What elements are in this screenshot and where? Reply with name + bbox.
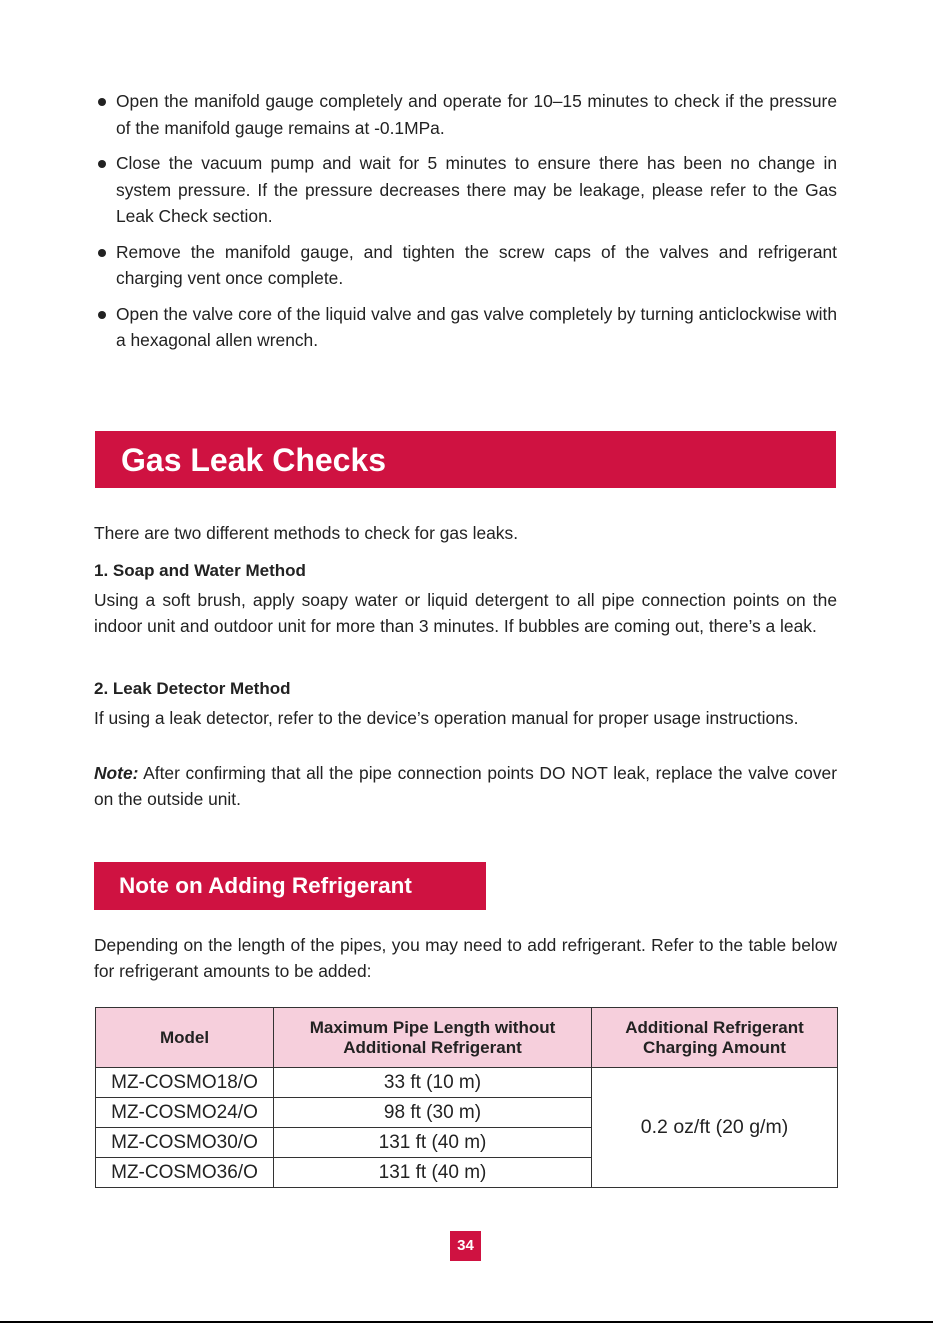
bullet-text: Remove the manifold gauge, and tighten the screw caps of the valves and refrigerant charging vent once complete. [116, 241, 837, 288]
bullet-text: Open the manifold gauge completely and operate for 10–15 minutes to check if the pressure of the manifold gauge remains at -0.1MPa. [116, 91, 837, 138]
refrigerant-table [95, 1007, 838, 1188]
bullet-item [94, 88, 837, 141]
section-title: Note on Adding Refrigerant [119, 873, 412, 898]
table-header-row [96, 1008, 838, 1068]
header-charging-amount: Additional Refrigerant Charging Amount [592, 1008, 838, 1068]
bullet-item [94, 239, 837, 292]
bullet-text: Open the valve core of the liquid valve and gas valve completely by turning anticlockwise with a hexagonal allen wrench. [116, 303, 837, 350]
method2-heading: 2. Leak Detector Method [94, 679, 291, 698]
table-row [96, 1068, 838, 1098]
note-paragraph [94, 761, 837, 812]
model-cell: MZ-COSMO24/O [96, 1098, 274, 1128]
bottom-divider [0, 1321, 933, 1323]
note-text: After confirming that all the pipe connection points DO NOT leak, replace the valve cover on the outside unit. [94, 763, 837, 809]
model-cell: MZ-COSMO36/O [96, 1158, 274, 1188]
refrigerant-intro: Depending on the length of the pipes, you may need to add refrigerant. Refer to the table below for refrigerant amounts to be added: [94, 935, 837, 981]
method1-text: Using a soft brush, apply soapy water or liquid detergent to all pipe connection points on the indoor unit and outdoor unit for more than 3 minutes. If bubbles are coming out, there’s a leak. [94, 590, 837, 636]
bullet-dot-icon [98, 98, 106, 106]
section-title: Gas Leak Checks [121, 442, 387, 478]
procedure-bullet-list [94, 88, 837, 363]
bullet-dot-icon [98, 160, 106, 168]
method1-heading: 1. Soap and Water Method [94, 561, 306, 580]
bullet-item [94, 150, 837, 230]
length-cell: 131 ft (40 m) [274, 1128, 592, 1158]
refrigerant-section-banner [94, 862, 486, 910]
bullet-dot-icon [98, 249, 106, 257]
model-cell: MZ-COSMO30/O [96, 1128, 274, 1158]
length-cell: 33 ft (10 m) [274, 1068, 592, 1098]
page-number-badge: 34 [450, 1231, 481, 1261]
charge-amount-cell: 0.2 oz/ft (20 g/m) [592, 1068, 838, 1188]
model-cell: MZ-COSMO18/O [96, 1068, 274, 1098]
gas-leak-intro: There are two different methods to check for gas leaks. [94, 523, 519, 543]
length-cell: 98 ft (30 m) [274, 1098, 592, 1128]
bullet-text: Close the vacuum pump and wait for 5 minutes to ensure there has been no change in system pressure. If the pressure decreases there may be leakage, please refer to the Gas Leak Check section. [116, 153, 837, 226]
method2-text: If using a leak detector, refer to the device’s operation manual for proper usage instructions. [94, 708, 799, 728]
note-label: Note: [94, 763, 139, 783]
bullet-item [94, 301, 837, 354]
length-cell: 131 ft (40 m) [274, 1158, 592, 1188]
bullet-dot-icon [98, 311, 106, 319]
gas-leak-section-banner [95, 431, 836, 488]
header-max-pipe-length: Maximum Pipe Length without Additional Refrigerant [274, 1008, 592, 1068]
header-model: Model [96, 1008, 274, 1068]
